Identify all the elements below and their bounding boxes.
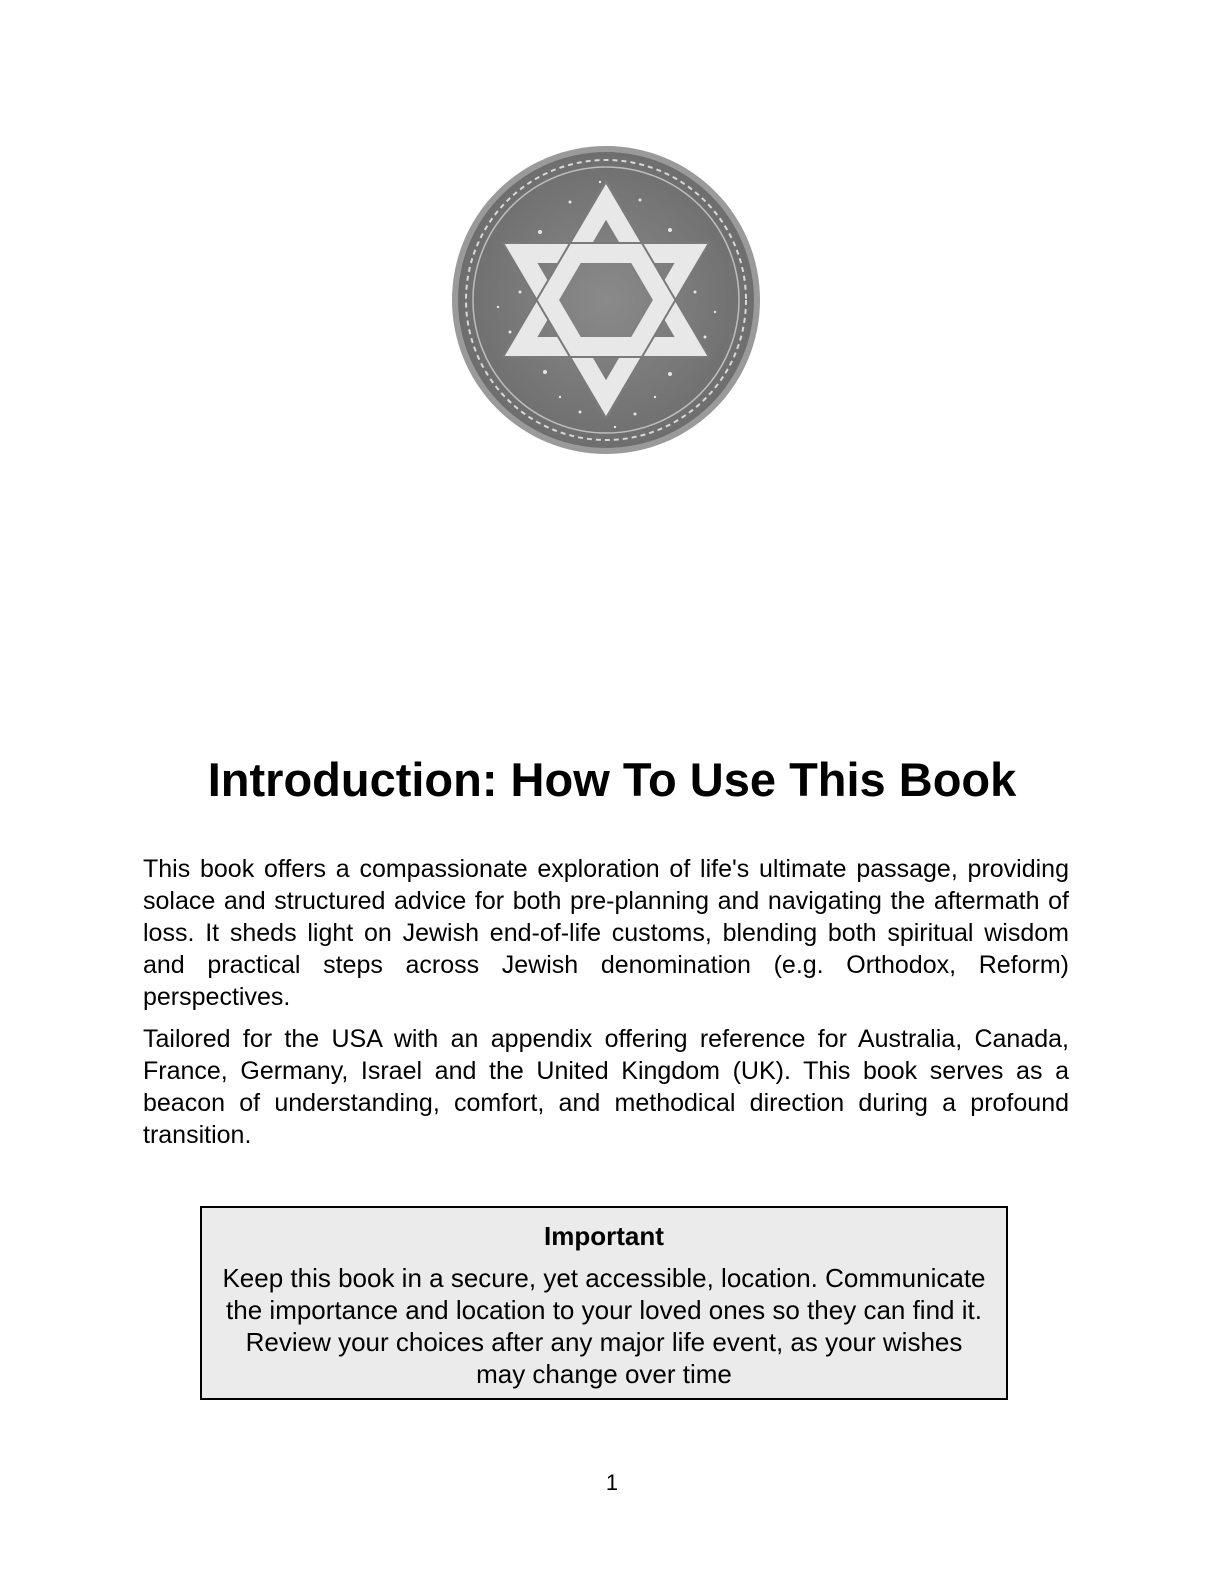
intro-paragraph-1 xyxy=(143,853,1069,1013)
intro-paragraph-2 xyxy=(143,1023,1069,1151)
star-of-david-icon xyxy=(450,142,762,458)
notice-body: Keep this book in a secure, yet accessible, location. Communicate the importance and location to your loved ones so they can find it. Review your choices after any major life event, as your wishes may change over time xyxy=(222,1263,986,1389)
notice-title: Important xyxy=(544,1221,664,1251)
page-title: Introduction: How To Use This Book xyxy=(207,753,1017,806)
star-of-david-emblem xyxy=(450,142,762,458)
important-notice-box xyxy=(200,1206,1008,1400)
paragraph-text: This book offers a compassionate exploration of life's ultimate passage, providing solace and structured advice for both pre-planning and navigating the aftermath of loss. It sheds light on Jewish end-of-life customs, blending both spiritual wisdom and practical steps across Jewish denomination (e.g. Orthodox, Reform) perspectives. xyxy=(143,855,1069,1011)
page-number: 1 xyxy=(605,1470,619,1495)
paragraph-text: Tailored for the USA with an appendix offering reference for Australia, Canada, France, Germany, Israel and the United Kingdom (UK). This book serves as a beacon of understanding, comfort, and methodical direction during a profound transition. xyxy=(143,1025,1069,1149)
